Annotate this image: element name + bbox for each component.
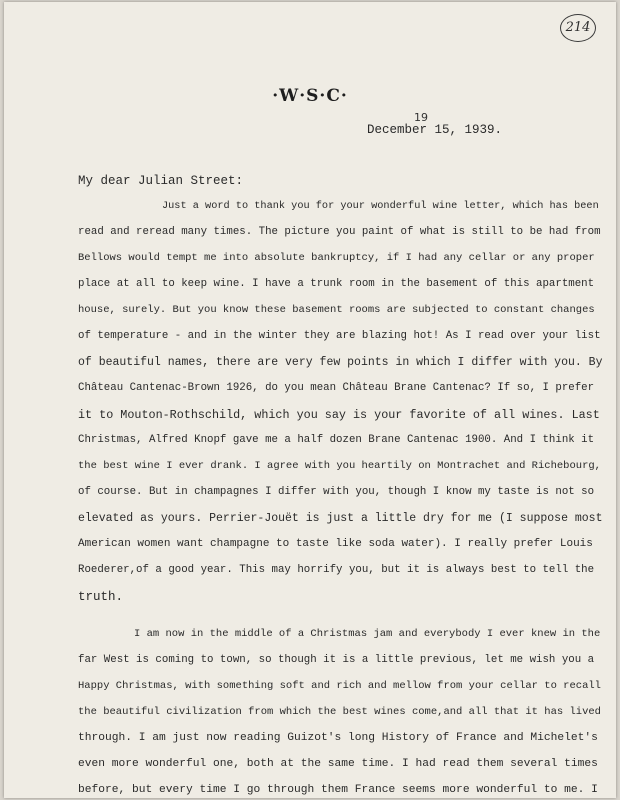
body-line: Just a word to thank you for your wonderful wine letter, which has been <box>162 200 599 212</box>
body-line: far West is coming to town, so though it is a little previous, let me wish you a <box>78 654 595 666</box>
body-line: Bellows would tempt me into absolute bankruptcy, if I had any cellar or any proper <box>78 252 595 264</box>
body-line: read and reread many times. The picture you paint of what is still to be had from <box>78 226 601 238</box>
body-line: place at all to keep wine. I have a trunk room in the basement of this apartment <box>78 278 595 290</box>
body-line: house, surely. But you know these basement rooms are subjected to constant changes <box>78 304 595 316</box>
body-line: I am now in the middle of a Christmas jam and everybody I ever knew in the <box>134 628 601 640</box>
body-line: American women want champagne to taste like soda water). I really prefer Louis <box>78 538 593 550</box>
body-line: it to Mouton-Rothschild, which you say is your favorite of all wines. Last <box>78 408 600 422</box>
letter-sheet <box>4 2 616 798</box>
body-line: of temperature - and in the winter they are blazing hot! As I read over your list <box>78 330 601 342</box>
body-line: Christmas, Alfred Knopf gave me a half dozen Brane Cantenac 1900. And I think it <box>78 434 595 446</box>
body-line: Roederer,of a good year. This may horrify you, but it is always best to tell the <box>78 564 595 576</box>
body-line: of course. But in champagnes I differ with you, though I know my taste is not so <box>78 486 595 498</box>
pencil-annotation: 214 <box>560 14 596 42</box>
letter-date: December 15, 1939. <box>367 123 503 137</box>
body-line: even more wonderful one, both at the same time. I had read them several times <box>78 758 598 770</box>
body-line: truth. <box>78 590 124 604</box>
body-line: the best wine I ever drank. I agree with you heartily on Montrachet and Richebourg, <box>78 460 601 472</box>
salutation: My dear Julian Street: <box>78 174 244 188</box>
body-line: Happy Christmas, with something soft and rich and mellow from your cellar to recall <box>78 680 601 692</box>
body-line: of beautiful names, there are very few points in which I differ with you. By <box>78 356 603 369</box>
date-handwritten-correction: 19 <box>414 111 428 124</box>
body-line: the beautiful civilization from which the best wines come,and all that it has lived <box>78 706 601 718</box>
letterhead-monogram: ·W·S·C· <box>272 86 348 106</box>
body-line: Château Cantenac-Brown 1926, do you mean Château Brane Cantenac? If so, I prefer <box>78 382 595 394</box>
body-line: before, but every time I go through them France seems more wonderful to me. I <box>78 784 598 796</box>
body-line: through. I am just now reading Guizot's long History of France and Michelet's <box>78 732 598 744</box>
body-line: elevated as yours. Perrier-Jouët is just a little dry for me (I suppose most <box>78 512 603 525</box>
